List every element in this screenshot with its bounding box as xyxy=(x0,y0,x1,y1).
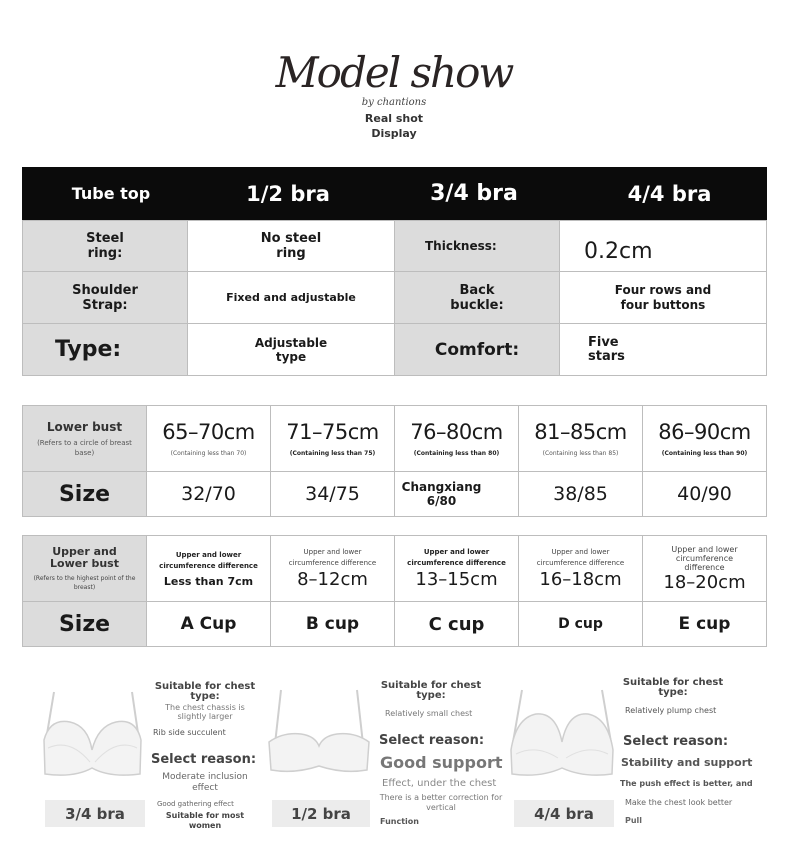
range-cell-1: 65–70cm (Containing less than 70) xyxy=(146,405,271,472)
steel-ring-label: Steel ring: xyxy=(22,220,188,272)
p1-reason-title: Select reason: xyxy=(151,752,257,767)
diff-cell-4: Upper and lower circumference difference 16–18cm xyxy=(518,535,643,602)
p3-reason-line-4: Pull xyxy=(625,816,643,825)
upper-lower-bust-label: Upper and Lower bust (Refers to the highest point of the breast) xyxy=(22,535,147,602)
p3-suitable-title: Suitable for chest type: xyxy=(622,677,724,698)
p2-reason-line-1: Effect, under the chest xyxy=(382,778,497,789)
range-cell-3: 76–80cm (Containing less than 80) xyxy=(394,405,519,472)
comfort-label: Comfort: xyxy=(394,323,560,376)
p1-reason-line-3: Suitable for most women xyxy=(165,811,245,830)
p1-suitable-title: Suitable for chest type: xyxy=(154,681,256,702)
cup-cell-b: B cup xyxy=(270,601,395,647)
p2-reason-title: Select reason: xyxy=(379,733,485,748)
diff-cell-3: Upper and lower circumference difference 13–15cm xyxy=(394,535,519,602)
diff-cell-5: Upper and lower circumference difference 18–20cm xyxy=(642,535,767,602)
type-value: Adjustable type xyxy=(187,323,395,376)
range-cell-5: 86–90cm (Containing less than 90) xyxy=(642,405,767,472)
p3-reason-line-3: Make the chest look better xyxy=(625,798,733,807)
head-half-bra: 1/2 bra xyxy=(246,181,330,206)
range-cell-4: 81–85cm (Containing less than 85) xyxy=(518,405,643,472)
diff-cell-1: Upper and lower circumference difference Less than 7cm xyxy=(146,535,271,602)
header-line-2: Display xyxy=(371,127,417,140)
size-cell-4: 38/85 xyxy=(518,471,643,517)
lower-bust-label: Lower bust (Refers to a circle of breast base) xyxy=(22,405,147,472)
cup-cell-d: D cup xyxy=(518,601,643,647)
thickness-value: 0.2cm xyxy=(559,220,767,272)
p3-reason-line-1: Stability and support xyxy=(621,756,753,769)
p3-suitable-line-1: Relatively plump chest xyxy=(625,706,717,715)
p3-reason-line-2: The push effect is better, and xyxy=(620,779,753,788)
range-cell-2: 71–75cm (Containing less than 75) xyxy=(270,405,395,472)
cup-cell-e: E cup xyxy=(642,601,767,647)
cup-cell-a: A Cup xyxy=(146,601,271,647)
comfort-value: Five stars xyxy=(559,323,767,376)
p2-reason-line-3: Function xyxy=(380,817,419,826)
p1-reason-line-2: Good gathering effect xyxy=(157,800,234,808)
size-label: Size xyxy=(22,471,147,517)
p2-suitable-title: Suitable for chest type: xyxy=(380,680,482,701)
p2-suitable-line-1: Relatively small chest xyxy=(385,709,473,718)
half-bra-label: 1/2 bra xyxy=(272,800,370,827)
half-bra-image xyxy=(265,688,373,780)
cup-cell-c: C cup xyxy=(394,601,519,647)
thickness-label: Thickness: xyxy=(394,220,560,272)
head-tube-top: Tube top xyxy=(71,184,151,203)
p1-suitable-line-1: The chest chassis is slightly larger xyxy=(165,703,245,721)
size-cell-5: 40/90 xyxy=(642,471,767,517)
style-header-row xyxy=(22,167,767,220)
size-cell-3: Changxiang 6/80 xyxy=(394,471,519,517)
p1-reason-line-1: Moderate inclusion effect xyxy=(162,772,248,793)
buckle-value: Four rows and four buttons xyxy=(559,271,767,324)
head-three-quarter-bra: 3/4 bra xyxy=(430,181,518,206)
strap-label: Shoulder Strap: xyxy=(22,271,188,324)
p2-reason-line-2: There is a better correction for vertical xyxy=(379,793,503,812)
p2-reason-highlight: Good support xyxy=(380,753,503,772)
type-label: Type: xyxy=(22,323,188,376)
full-bra-label: 4/4 bra xyxy=(514,800,614,827)
three-quarter-bra-image xyxy=(40,688,145,783)
diff-cell-2: Upper and lower circumference difference 8–12cm xyxy=(270,535,395,602)
size-cell-1: 32/70 xyxy=(146,471,271,517)
three-quarter-bra-label: 3/4 bra xyxy=(45,800,145,827)
buckle-label: Back buckle: xyxy=(394,271,560,324)
brand-byline: by chantions xyxy=(361,97,427,108)
strap-value: Fixed and adjustable xyxy=(187,271,395,324)
head-full-bra: 4/4 bra xyxy=(627,181,712,206)
cup-size-label: Size xyxy=(22,601,147,647)
header-line-1: Real shot xyxy=(364,112,424,125)
steel-ring-value: No steel ring xyxy=(187,220,395,272)
size-cell-2: 34/75 xyxy=(270,471,395,517)
full-bra-image xyxy=(508,688,616,783)
p3-reason-title: Select reason: xyxy=(623,734,729,749)
p1-suitable-line-2: Rib side succulent xyxy=(153,728,226,737)
brand-title: Model show xyxy=(275,48,513,97)
